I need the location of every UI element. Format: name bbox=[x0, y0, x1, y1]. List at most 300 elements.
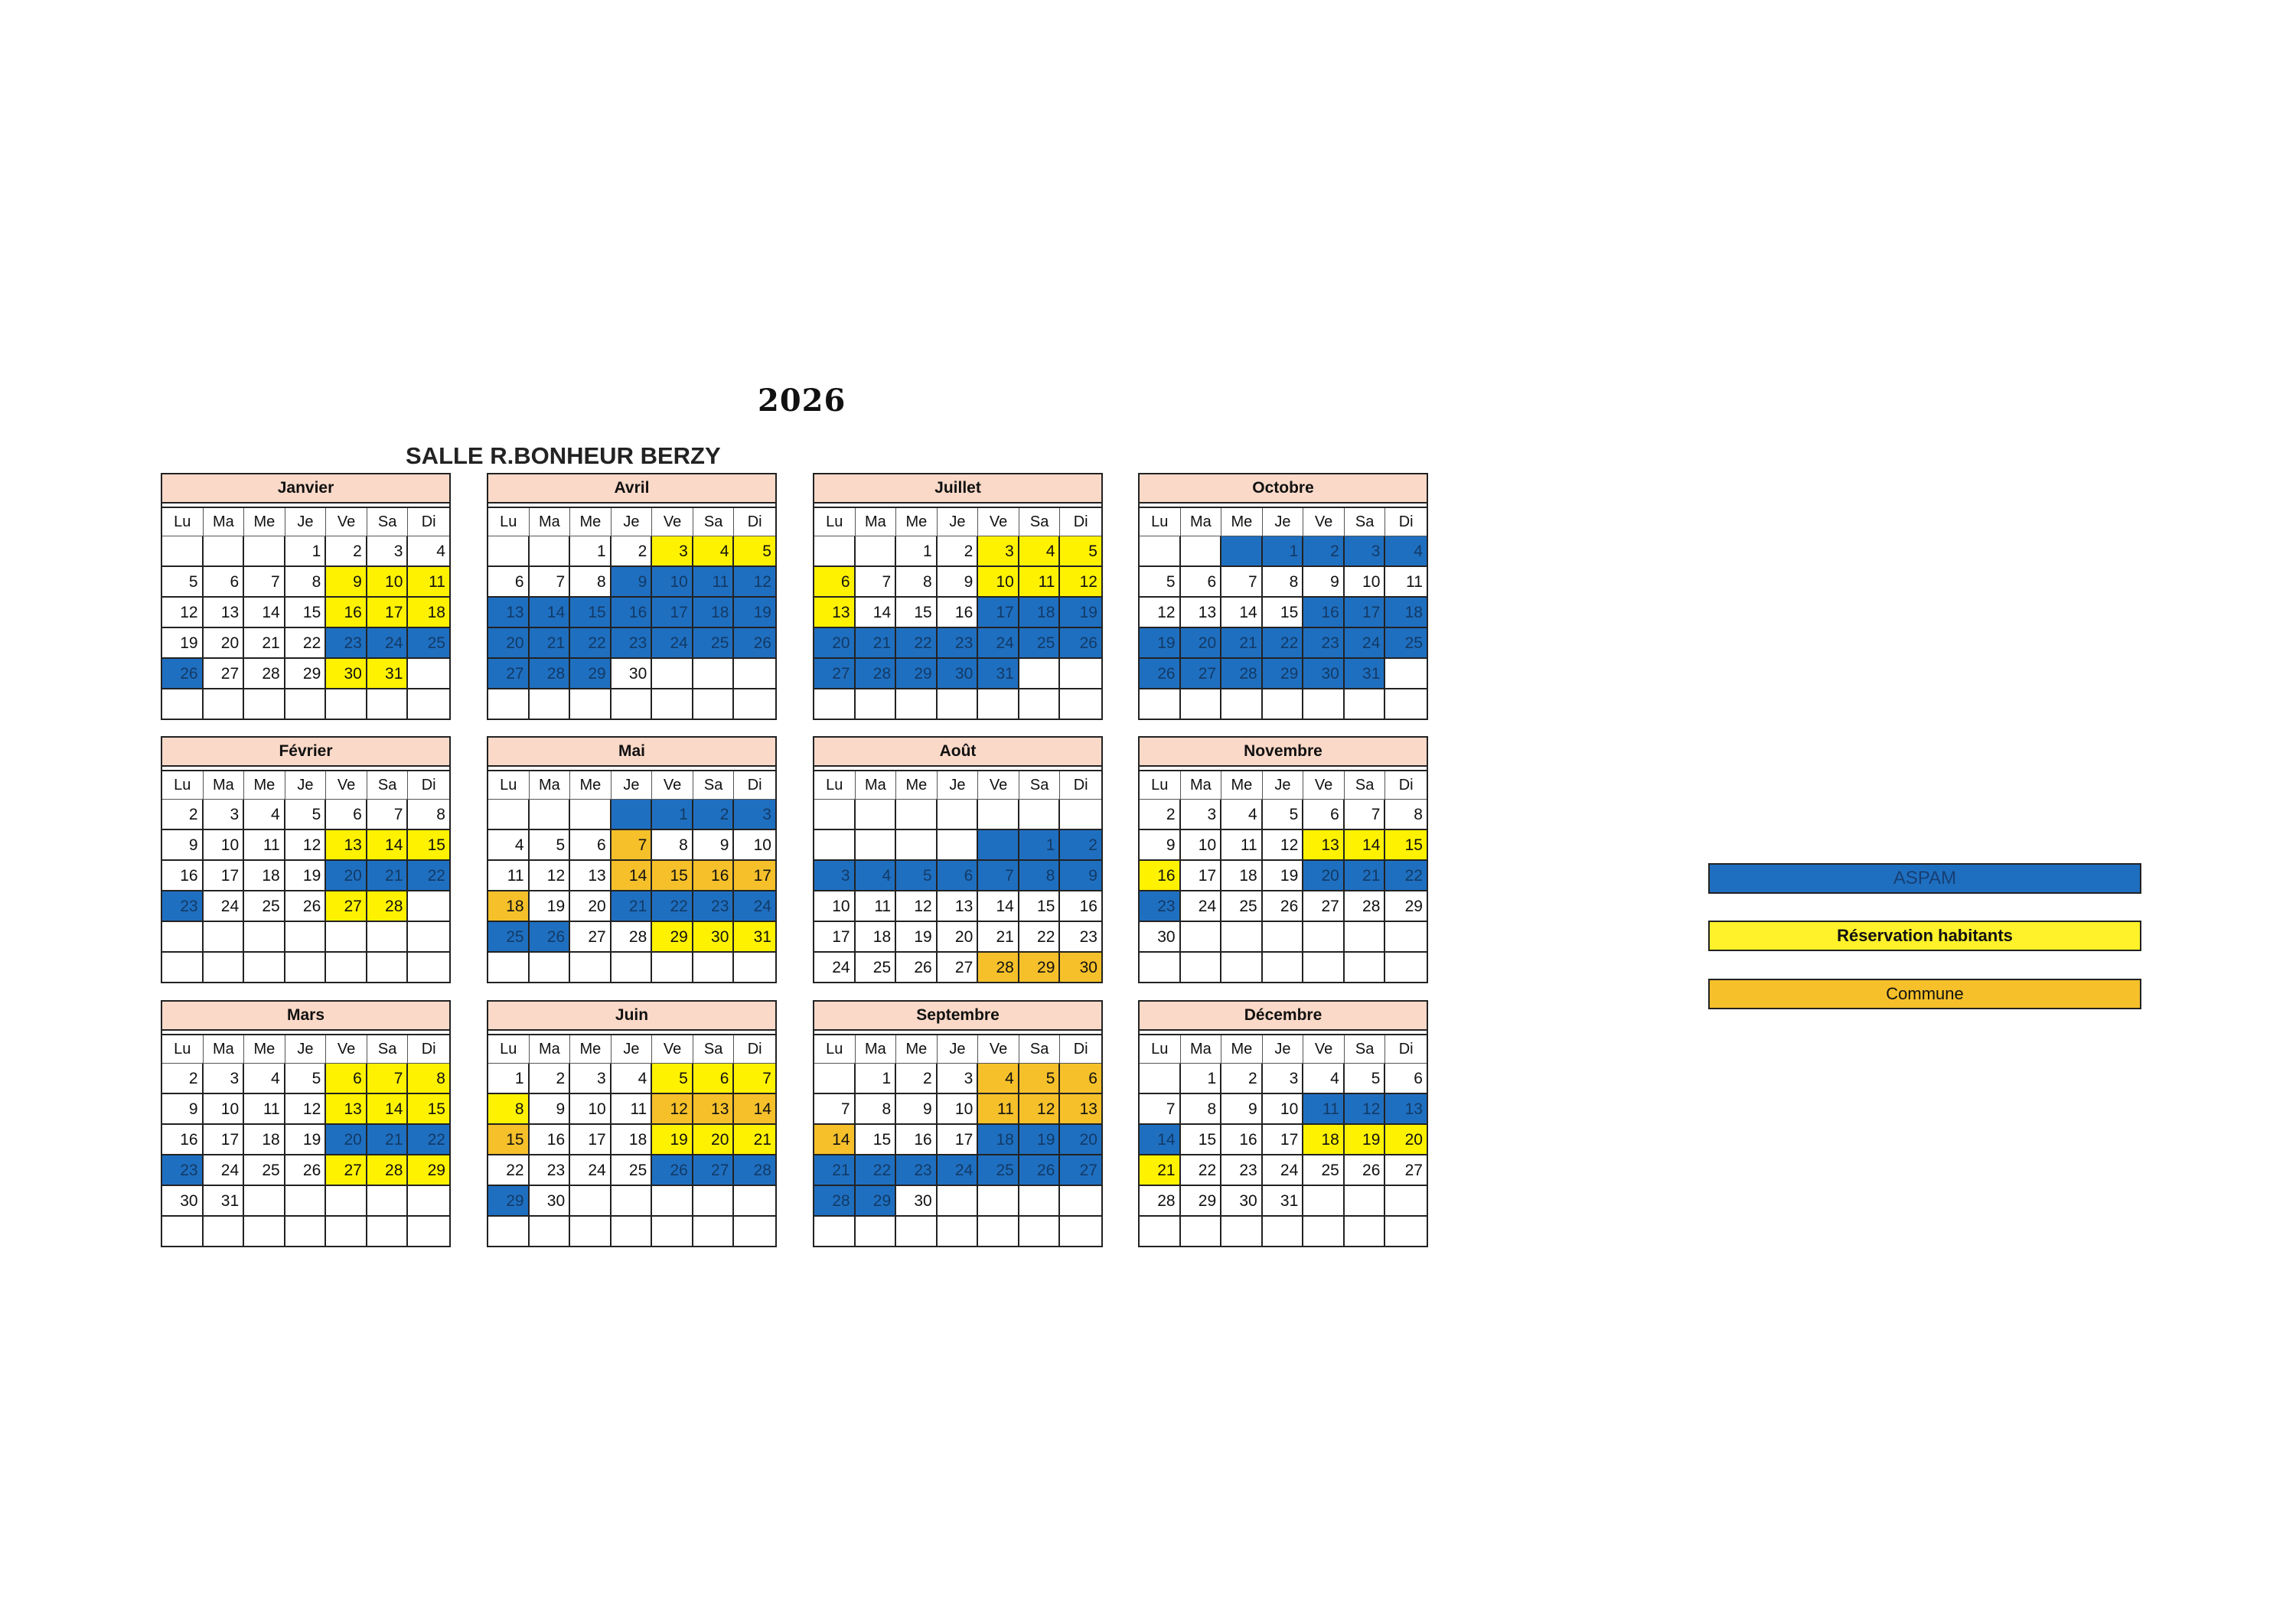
weekday-label: Sa bbox=[1019, 508, 1061, 536]
day-cell: 10 bbox=[204, 830, 245, 859]
day-cell: 14 bbox=[1345, 830, 1386, 859]
day-cell: 31 bbox=[978, 659, 1019, 688]
day-cell bbox=[204, 536, 245, 565]
week-row bbox=[488, 598, 775, 628]
day-cell bbox=[693, 953, 735, 982]
day-cell: 18 bbox=[693, 598, 735, 627]
day-cell bbox=[1221, 922, 1263, 951]
day-cell bbox=[814, 1217, 856, 1246]
day-cell bbox=[162, 922, 204, 951]
day-cell: 23 bbox=[1221, 1155, 1263, 1185]
day-cell: 7 bbox=[367, 1064, 409, 1093]
day-cell: 8 bbox=[1414, 806, 1423, 823]
day-cell: 28 bbox=[1221, 659, 1263, 688]
day-cell: 29 bbox=[652, 922, 693, 951]
day-cell: 24 bbox=[814, 953, 856, 982]
day-cell: 29 bbox=[408, 1155, 449, 1185]
day-cell: 14 bbox=[978, 891, 1019, 921]
weekday-label: Sa bbox=[1345, 771, 1386, 799]
weekday-label: Me bbox=[244, 508, 285, 536]
day-cell: 5 bbox=[1019, 1064, 1061, 1093]
week-row bbox=[1140, 536, 1427, 567]
week-row bbox=[1140, 861, 1427, 891]
day-cell: 10 bbox=[204, 1094, 245, 1123]
weekday-label: Lu bbox=[162, 771, 204, 799]
week-row bbox=[162, 536, 449, 567]
week-row bbox=[814, 536, 1101, 567]
day-cell bbox=[1140, 536, 1181, 565]
day-cell: 20 bbox=[814, 628, 856, 657]
hall-title: SALLE R.BONHEUR BERZY bbox=[406, 442, 721, 469]
week-row bbox=[814, 1155, 1101, 1186]
day-cell: 24 bbox=[204, 1155, 245, 1185]
day-cell: 6 bbox=[570, 830, 612, 859]
day-cell: 23 bbox=[896, 1155, 938, 1185]
weekday-label: Sa bbox=[367, 508, 409, 536]
weekday-header-row bbox=[814, 507, 1101, 536]
week-row bbox=[1140, 800, 1427, 830]
day-cell: 27 bbox=[204, 659, 245, 688]
day-cell bbox=[1181, 536, 1222, 565]
day-cell: 2 bbox=[1140, 800, 1181, 829]
day-cell: 6 bbox=[326, 800, 367, 829]
day-cell: 3 bbox=[1181, 800, 1222, 829]
day-cell: 13 bbox=[1385, 1094, 1427, 1123]
weekday-label: Ma bbox=[856, 771, 897, 799]
day-cell: 14 bbox=[1221, 598, 1263, 627]
day-cell: 7 bbox=[612, 830, 653, 859]
day-cell bbox=[326, 1186, 367, 1215]
day-cell: 23 bbox=[530, 1155, 571, 1185]
day-cell: 27 bbox=[693, 1155, 735, 1185]
week-row bbox=[488, 861, 775, 891]
day-cell: 27 bbox=[1181, 659, 1222, 688]
day-cell: 26 bbox=[530, 922, 571, 951]
weekday-label: Ma bbox=[204, 771, 245, 799]
weekday-label: Ve bbox=[326, 508, 367, 536]
day-cell bbox=[1345, 1217, 1386, 1246]
day-cell: 5 bbox=[1345, 1064, 1386, 1093]
day-cell: 1 bbox=[1181, 1064, 1222, 1093]
day-cell: 18 bbox=[856, 922, 897, 951]
day-cell bbox=[978, 1217, 1019, 1246]
day-cell: 3 bbox=[204, 1064, 245, 1093]
weekday-label: Je bbox=[938, 1035, 979, 1063]
day-cell: 8 bbox=[1263, 567, 1304, 596]
day-cell bbox=[1140, 953, 1181, 982]
day-cell bbox=[408, 891, 449, 921]
day-cell: 16 bbox=[896, 1125, 938, 1154]
day-cell bbox=[1345, 922, 1386, 951]
day-cell bbox=[814, 1064, 856, 1093]
day-cell: 23 bbox=[1303, 628, 1345, 657]
week-row bbox=[488, 922, 775, 953]
day-cell bbox=[162, 1217, 204, 1246]
day-cell bbox=[1303, 953, 1345, 982]
day-cell: 15 bbox=[1385, 830, 1427, 859]
month-name: Décembre bbox=[1140, 1002, 1427, 1031]
day-cell: 31 bbox=[367, 659, 409, 688]
day-cell bbox=[530, 1217, 571, 1246]
day-cell: 25 bbox=[1385, 628, 1427, 657]
weekday-header-row bbox=[488, 770, 775, 800]
day-cell bbox=[488, 536, 530, 565]
legend-reservation: Réservation habitants bbox=[1708, 921, 2141, 951]
day-cell: 19 bbox=[285, 1125, 327, 1154]
day-cell: 17 bbox=[1181, 861, 1222, 890]
week-row bbox=[814, 659, 1101, 689]
day-cell: 25 bbox=[244, 1155, 285, 1185]
day-cell: 26 bbox=[1263, 891, 1304, 921]
week-row bbox=[488, 1186, 775, 1217]
weekday-label: Di bbox=[421, 1041, 436, 1058]
weekday-label: Di bbox=[421, 513, 436, 530]
day-cell: 31 bbox=[1263, 1186, 1304, 1215]
day-cell: 14 bbox=[612, 861, 653, 890]
day-cell bbox=[652, 953, 693, 982]
day-cell: 7 bbox=[1221, 567, 1263, 596]
day-cell bbox=[652, 659, 693, 688]
day-cell bbox=[856, 689, 897, 719]
day-cell: 10 bbox=[570, 1094, 612, 1123]
day-cell: 14 bbox=[814, 1125, 856, 1154]
month-calendar bbox=[813, 473, 1103, 720]
day-cell bbox=[244, 922, 285, 951]
day-cell: 15 bbox=[570, 598, 612, 627]
year-title: 2026 bbox=[758, 383, 846, 419]
weekday-label: Je bbox=[612, 771, 653, 799]
day-cell: 30 bbox=[1140, 922, 1181, 951]
day-cell: 22 bbox=[1263, 628, 1304, 657]
day-cell: 26 bbox=[1140, 659, 1181, 688]
weekday-label: Sa bbox=[1019, 1035, 1061, 1063]
day-cell: 12 bbox=[734, 567, 775, 596]
month-calendar bbox=[161, 736, 451, 983]
day-cell bbox=[244, 1186, 285, 1215]
weekday-label: Di bbox=[1073, 1041, 1088, 1058]
day-cell bbox=[488, 800, 530, 829]
day-cell: 13 bbox=[488, 598, 530, 627]
month-calendar bbox=[487, 1000, 777, 1247]
day-cell: 25 bbox=[856, 953, 897, 982]
day-cell: 21 bbox=[244, 628, 285, 657]
day-cell: 18 bbox=[612, 1125, 653, 1154]
day-cell: 19 bbox=[1140, 628, 1181, 657]
day-cell: 19 bbox=[162, 628, 204, 657]
day-cell bbox=[204, 922, 245, 951]
weekday-label: Sa bbox=[1019, 771, 1061, 799]
day-cell: 22 bbox=[488, 1155, 530, 1185]
day-cell: 12 bbox=[1140, 598, 1181, 627]
day-cell bbox=[856, 1217, 897, 1246]
weekday-label: Lu bbox=[162, 508, 204, 536]
weekday-header-row bbox=[814, 770, 1101, 800]
weekday-label: Di bbox=[747, 513, 762, 530]
day-cell: 3 bbox=[938, 1064, 979, 1093]
day-cell: 28 bbox=[814, 1186, 856, 1215]
day-cell bbox=[1019, 1186, 1061, 1215]
week-row bbox=[162, 598, 449, 628]
day-cell: 5 bbox=[530, 830, 571, 859]
weekday-label: Ve bbox=[326, 771, 367, 799]
day-cell: 5 bbox=[162, 567, 204, 596]
day-cell bbox=[734, 659, 775, 688]
day-cell: 30 bbox=[612, 659, 653, 688]
weekday-label: Sa bbox=[693, 508, 735, 536]
day-cell: 24 bbox=[938, 1155, 979, 1185]
day-cell bbox=[326, 689, 367, 719]
day-cell: 18 bbox=[1385, 598, 1427, 627]
month-calendar bbox=[161, 473, 451, 720]
day-cell: 20 bbox=[693, 1125, 735, 1154]
day-cell: 7 bbox=[244, 567, 285, 596]
day-cell: 18 bbox=[244, 861, 285, 890]
day-cell: 30 bbox=[1221, 1186, 1263, 1215]
day-cell: 2 bbox=[1303, 536, 1345, 565]
day-cell: 11 bbox=[244, 830, 285, 859]
day-cell: 29 bbox=[1019, 953, 1061, 982]
day-cell: 26 bbox=[162, 659, 204, 688]
day-cell bbox=[734, 1186, 775, 1215]
weekday-label: Me bbox=[896, 771, 938, 799]
week-row bbox=[162, 628, 449, 659]
day-cell: 14 bbox=[530, 598, 571, 627]
day-cell bbox=[285, 953, 327, 982]
day-cell: 20 bbox=[488, 628, 530, 657]
day-cell: 14 bbox=[734, 1094, 775, 1123]
week-row bbox=[488, 1217, 775, 1246]
day-cell: 6 bbox=[938, 861, 979, 890]
week-row bbox=[162, 800, 449, 830]
day-cell: 22 bbox=[570, 628, 612, 657]
day-cell bbox=[162, 536, 204, 565]
day-cell: 10 bbox=[1181, 830, 1222, 859]
week-row bbox=[814, 1064, 1101, 1094]
weekday-label: Di bbox=[1398, 777, 1414, 794]
day-cell bbox=[326, 1217, 367, 1246]
day-cell: 29 bbox=[1263, 659, 1304, 688]
day-cell: 12 bbox=[285, 830, 327, 859]
day-cell: 12 bbox=[1345, 1094, 1386, 1123]
weekday-label: Sa bbox=[1345, 1035, 1386, 1063]
day-cell: 15 bbox=[1263, 598, 1304, 627]
day-cell: 2 bbox=[162, 1064, 204, 1093]
weekday-label: Ma bbox=[856, 508, 897, 536]
day-cell bbox=[814, 830, 856, 859]
weekday-label: Lu bbox=[162, 1035, 204, 1063]
day-cell: 7 bbox=[978, 861, 1019, 890]
day-cell: 12 bbox=[162, 598, 204, 627]
day-cell bbox=[530, 953, 571, 982]
day-cell: 15 bbox=[488, 1125, 530, 1154]
day-cell bbox=[367, 1217, 409, 1246]
weekday-label: Me bbox=[896, 508, 938, 536]
day-cell bbox=[244, 689, 285, 719]
day-cell bbox=[1140, 1217, 1181, 1246]
day-cell: 11 bbox=[978, 1094, 1019, 1123]
day-cell: 7 bbox=[814, 1094, 856, 1123]
day-cell bbox=[1019, 800, 1061, 829]
day-cell: 3 bbox=[570, 1064, 612, 1093]
week-row bbox=[488, 659, 775, 689]
day-cell: 20 bbox=[570, 891, 612, 921]
week-row bbox=[162, 1155, 449, 1186]
month-calendar bbox=[1138, 1000, 1428, 1247]
weekday-label: Ma bbox=[856, 1035, 897, 1063]
day-cell bbox=[408, 953, 449, 982]
day-cell: 10 bbox=[814, 891, 856, 921]
day-cell: 6 bbox=[1060, 1064, 1101, 1093]
day-cell: 29 bbox=[570, 659, 612, 688]
day-cell: 1 bbox=[570, 536, 612, 565]
day-cell bbox=[1140, 1064, 1181, 1093]
weekday-label: Ve bbox=[1303, 1035, 1345, 1063]
day-cell bbox=[408, 689, 449, 719]
day-cell: 24 bbox=[367, 628, 409, 657]
day-cell: 29 bbox=[1181, 1186, 1222, 1215]
day-cell: 17 bbox=[204, 1125, 245, 1154]
day-cell: 14 bbox=[367, 1094, 409, 1123]
week-row bbox=[814, 628, 1101, 659]
day-cell: 28 bbox=[1345, 891, 1386, 921]
weekday-header-row bbox=[1140, 507, 1427, 536]
day-cell: 30 bbox=[693, 922, 735, 951]
day-cell: 1 bbox=[488, 1064, 530, 1093]
day-cell: 31 bbox=[1345, 659, 1386, 688]
day-cell: 13 bbox=[204, 598, 245, 627]
day-cell: 22 bbox=[856, 1155, 897, 1185]
weekday-label: Me bbox=[896, 1035, 938, 1063]
day-cell: 19 bbox=[530, 891, 571, 921]
week-row bbox=[814, 1217, 1101, 1246]
day-cell: 8 bbox=[436, 806, 445, 823]
weekday-label: Ma bbox=[530, 508, 571, 536]
weekday-label: Lu bbox=[1140, 508, 1181, 536]
week-row bbox=[1140, 1094, 1427, 1125]
weekday-label: Ma bbox=[1181, 508, 1222, 536]
day-cell: 10 bbox=[367, 567, 409, 596]
day-cell: 1 bbox=[652, 800, 693, 829]
week-row bbox=[488, 800, 775, 830]
week-row bbox=[162, 659, 449, 689]
day-cell: 28 bbox=[530, 659, 571, 688]
day-cell: 23 bbox=[938, 628, 979, 657]
week-row bbox=[1140, 689, 1427, 719]
day-cell: 11 bbox=[856, 891, 897, 921]
day-cell bbox=[896, 1217, 938, 1246]
weekday-label: Me bbox=[244, 1035, 285, 1063]
day-cell bbox=[1345, 689, 1386, 719]
weekday-label: Sa bbox=[693, 1035, 735, 1063]
weekday-label: Me bbox=[570, 1035, 612, 1063]
weekday-label: Di bbox=[1398, 1041, 1414, 1058]
day-cell: 20 bbox=[938, 922, 979, 951]
weekday-label: Me bbox=[1221, 1035, 1263, 1063]
day-cell: 3 bbox=[734, 800, 775, 829]
week-row bbox=[162, 567, 449, 598]
day-cell: 1 bbox=[896, 536, 938, 565]
weekday-header-row bbox=[814, 1034, 1101, 1064]
day-cell: 24 bbox=[734, 891, 775, 921]
month-name: Février bbox=[162, 738, 449, 767]
week-row bbox=[162, 830, 449, 861]
weekday-label: Ve bbox=[978, 771, 1019, 799]
day-cell: 13 bbox=[1181, 598, 1222, 627]
day-cell: 5 bbox=[734, 536, 775, 565]
day-cell bbox=[856, 536, 897, 565]
day-cell bbox=[1221, 1217, 1263, 1246]
week-row bbox=[1140, 659, 1427, 689]
day-cell: 1 bbox=[1263, 536, 1304, 565]
day-cell: 20 bbox=[1181, 628, 1222, 657]
day-cell: 12 bbox=[652, 1094, 693, 1123]
day-cell: 28 bbox=[612, 922, 653, 951]
day-cell: 6 bbox=[1414, 1070, 1423, 1087]
week-row bbox=[814, 598, 1101, 628]
weekday-label: Ma bbox=[530, 771, 571, 799]
month-name: Juin bbox=[488, 1002, 775, 1031]
day-cell: 4 bbox=[244, 1064, 285, 1093]
day-cell: 11 bbox=[693, 567, 735, 596]
day-cell bbox=[162, 689, 204, 719]
day-cell: 24 bbox=[204, 891, 245, 921]
day-cell: 17 bbox=[978, 598, 1019, 627]
day-cell: 13 bbox=[1060, 1094, 1101, 1123]
week-row bbox=[488, 891, 775, 922]
day-cell: 18 bbox=[1303, 1125, 1345, 1154]
weekday-label: Me bbox=[570, 508, 612, 536]
day-cell bbox=[367, 953, 409, 982]
day-cell: 27 bbox=[938, 953, 979, 982]
day-cell bbox=[1303, 922, 1345, 951]
day-cell bbox=[1303, 1217, 1345, 1246]
day-cell: 26 bbox=[896, 953, 938, 982]
month-calendar bbox=[813, 736, 1103, 983]
day-cell bbox=[367, 689, 409, 719]
day-cell bbox=[734, 689, 775, 719]
day-cell bbox=[1303, 689, 1345, 719]
day-cell: 25 bbox=[1221, 891, 1263, 921]
day-cell bbox=[814, 689, 856, 719]
day-cell bbox=[856, 830, 897, 859]
day-cell bbox=[530, 800, 571, 829]
day-cell bbox=[570, 953, 612, 982]
day-cell: 15 bbox=[408, 1094, 449, 1123]
week-row bbox=[1140, 1186, 1427, 1217]
day-cell: 25 bbox=[1303, 1155, 1345, 1185]
month-name: Mai bbox=[488, 738, 775, 767]
day-cell: 31 bbox=[734, 922, 775, 951]
day-cell: 28 bbox=[244, 659, 285, 688]
day-cell: 9 bbox=[1140, 830, 1181, 859]
day-cell: 21 bbox=[612, 891, 653, 921]
day-cell: 25 bbox=[244, 891, 285, 921]
day-cell: 28 bbox=[1140, 1186, 1181, 1215]
day-cell: 25 bbox=[408, 628, 449, 657]
day-cell: 16 bbox=[1140, 861, 1181, 890]
day-cell: 29 bbox=[856, 1186, 897, 1215]
day-cell: 30 bbox=[896, 1186, 938, 1215]
week-row bbox=[814, 1125, 1101, 1155]
weekday-label: Lu bbox=[814, 771, 856, 799]
day-cell: 26 bbox=[652, 1155, 693, 1185]
day-cell: 3 bbox=[1263, 1064, 1304, 1093]
day-cell bbox=[814, 800, 856, 829]
week-row bbox=[1140, 598, 1427, 628]
day-cell: 18 bbox=[408, 598, 449, 627]
week-row bbox=[814, 567, 1101, 598]
day-cell: 13 bbox=[326, 1094, 367, 1123]
